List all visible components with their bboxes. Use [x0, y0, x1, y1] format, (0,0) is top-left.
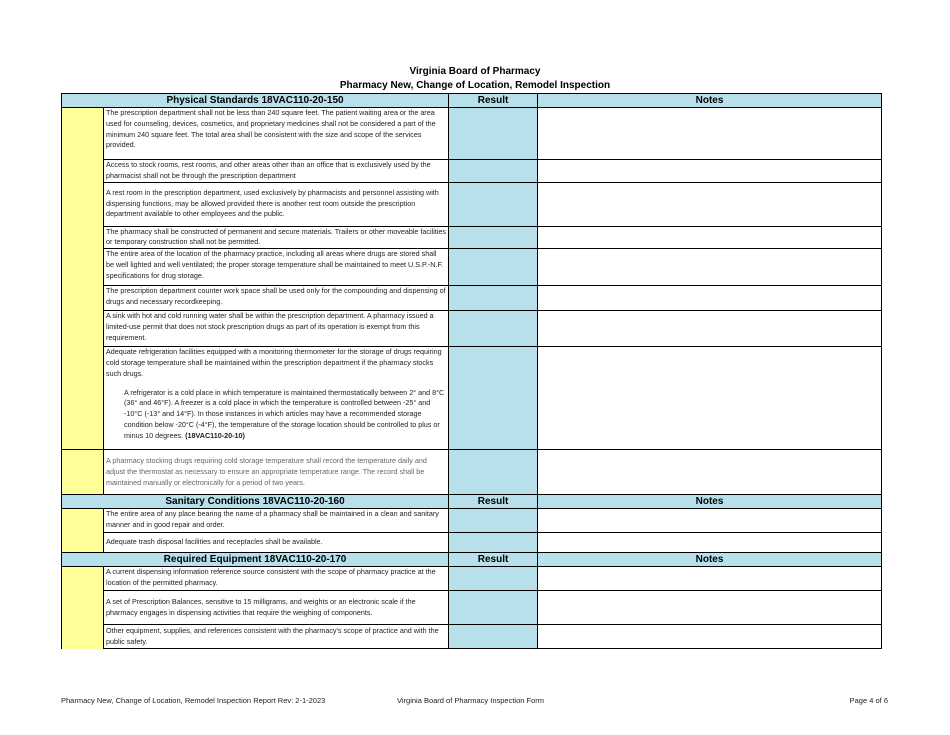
definition-reference: (18VAC110-20-10): [185, 430, 245, 440]
table-row: [62, 625, 882, 649]
result-cell[interactable]: [449, 286, 538, 311]
requirement-text: The entire area of the location of the pharmacy practice, including all areas where drugs are stored shall be well lighted and well ventilated; the proper storage temperature shall be maintained to meet U.S.P.-N.F. specifications for drug storage.: [104, 249, 449, 286]
section-header-sanitary: [62, 495, 882, 509]
table-row: [62, 226, 882, 249]
section-heading: Physical Standards 18VAC110-20-150: [62, 94, 449, 108]
section-header-equipment: [62, 553, 882, 567]
refrigeration-definition: [106, 388, 446, 442]
section-heading: Sanitary Conditions 18VAC110-20-160: [62, 495, 449, 509]
table-row: [62, 347, 882, 450]
definition-text: A refrigerator is a cold place in which temperature is maintained thermostatically between 2° and 8°C (36° and 46°F). A freezer is a cold place in which the temperature is controlled between -25° and -10°C (-13° and 14°F). In those instances in which articles may have a recommended storage condition below -20°C (-4°F), the temperature of the storage location should be controlled to plus or minus 10 degrees.: [124, 387, 445, 440]
requirement-text: A set of Prescription Balances, sensitive to 15 milligrams, and weights or an electronic scale if the pharmacy engages in dispensing activities that require the weighing of components.: [104, 591, 449, 625]
result-cell[interactable]: [449, 108, 538, 160]
requirement-text: A rest room in the prescription department, used exclusively by pharmacists and personnel assisting with dispensing functions, may be allowed provided there is another rest room outside the prescription department available to other employees and the public.: [104, 182, 449, 226]
flag-cell: [62, 509, 104, 553]
result-cell[interactable]: [449, 226, 538, 249]
notes-cell[interactable]: [538, 509, 882, 533]
requirement-text: The prescription department counter work space shall be used only for the compounding and dispensing of drugs and necessary recordkeeping.: [104, 286, 449, 311]
flag-cell: [62, 567, 104, 649]
notes-cell[interactable]: [538, 249, 882, 286]
table-row: [62, 567, 882, 591]
notes-column-heading: Notes: [538, 553, 882, 567]
requirement-text: The pharmacy shall be constructed of permanent and secure materials. Trailers or other moveable facilities or temporary construction shall not be permitted.: [104, 226, 449, 249]
table-row: [62, 450, 882, 495]
notes-cell[interactable]: [538, 311, 882, 347]
result-cell[interactable]: [449, 533, 538, 553]
footer-report-revision: Pharmacy New, Change of Location, Remodel Inspection Report Rev: 2-1-2023: [61, 696, 326, 705]
notes-cell[interactable]: [538, 108, 882, 160]
notes-cell[interactable]: [538, 347, 882, 450]
notes-cell[interactable]: [538, 567, 882, 591]
notes-cell[interactable]: [538, 591, 882, 625]
flag-cell: [62, 108, 104, 450]
section-heading: Required Equipment 18VAC110-20-170: [62, 553, 449, 567]
notes-cell[interactable]: [538, 182, 882, 226]
flag-cell: [62, 450, 104, 495]
notes-column-heading: Notes: [538, 495, 882, 509]
table-row: [62, 286, 882, 311]
result-cell[interactable]: [449, 591, 538, 625]
result-cell[interactable]: [449, 450, 538, 495]
notes-cell[interactable]: [538, 450, 882, 495]
result-cell[interactable]: [449, 509, 538, 533]
refrigeration-requirement: Adequate refrigeration facilities equipped with a monitoring thermometer for the storage of drugs requiring cold storage temperature shall be maintained within the prescription department if the pharmacy stocks such drugs.: [106, 347, 442, 378]
table-row: [62, 249, 882, 286]
table-row: [62, 311, 882, 347]
result-cell[interactable]: [449, 567, 538, 591]
inspection-table: [61, 93, 882, 649]
result-cell[interactable]: [449, 160, 538, 183]
result-cell[interactable]: [449, 249, 538, 286]
result-column-heading: Result: [449, 94, 538, 108]
document-title: Virginia Board of Pharmacy: [409, 66, 541, 77]
notes-column-heading: Notes: [538, 94, 882, 108]
table-row: [62, 591, 882, 625]
requirement-text: A pharmacy stocking drugs requiring cold storage temperature shall record the temperature daily and adjust the thermostat as necessary to ensure an appropriate temperature range. The record shall be maintained manually or electronically for a period of two years.: [104, 450, 449, 495]
notes-cell[interactable]: [538, 533, 882, 553]
footer-form-name: Virginia Board of Pharmacy Inspection Form: [397, 696, 545, 705]
result-cell[interactable]: [449, 347, 538, 450]
requirement-text: A sink with hot and cold running water shall be within the prescription department. A pharmacy issued a limited-use permit that does not stock prescription drugs as part of its operation is exempt from this requirement.: [104, 311, 449, 347]
notes-cell[interactable]: [538, 226, 882, 249]
notes-cell[interactable]: [538, 286, 882, 311]
table-row: [62, 182, 882, 226]
requirement-text: [104, 347, 449, 450]
result-cell[interactable]: [449, 311, 538, 347]
requirement-text: A current dispensing information reference source consistent with the scope of pharmacy practice at the location of the permitted pharmacy.: [104, 567, 449, 591]
document-subtitle: Pharmacy New, Change of Location, Remodel Inspection: [339, 80, 611, 91]
table-row: [62, 509, 882, 533]
table-row: [62, 108, 882, 160]
requirement-text: Other equipment, supplies, and references consistent with the pharmacy's scope of practice and with the public safety.: [104, 625, 449, 649]
table-row: [62, 160, 882, 183]
footer-page-number: Page 4 of 6: [849, 696, 888, 705]
notes-cell[interactable]: [538, 625, 882, 649]
requirement-text: The entire area of any place bearing the name of a pharmacy shall be maintained in a clean and sanitary manner and in good repair and order.: [104, 509, 449, 533]
result-cell[interactable]: [449, 182, 538, 226]
result-column-heading: Result: [449, 553, 538, 567]
result-cell[interactable]: [449, 625, 538, 649]
requirement-text: Access to stock rooms, rest rooms, and other areas other than an office that is exclusively used by the pharmacist shall not be through the prescription department: [104, 160, 449, 183]
table-row: [62, 533, 882, 553]
section-header-physical: [62, 94, 882, 108]
requirement-text: The prescription department shall not be less than 240 square feet. The patient waiting area or the area used for counseling, devices, cosmetics, and proprietary medicines shall not be considered a part of the minimum 240 square feet. The total area shall be consistent with the size and scope of the services provided.: [104, 108, 449, 160]
result-column-heading: Result: [449, 495, 538, 509]
notes-cell[interactable]: [538, 160, 882, 183]
requirement-text: Adequate trash disposal facilities and receptacles shall be available.: [104, 533, 449, 553]
